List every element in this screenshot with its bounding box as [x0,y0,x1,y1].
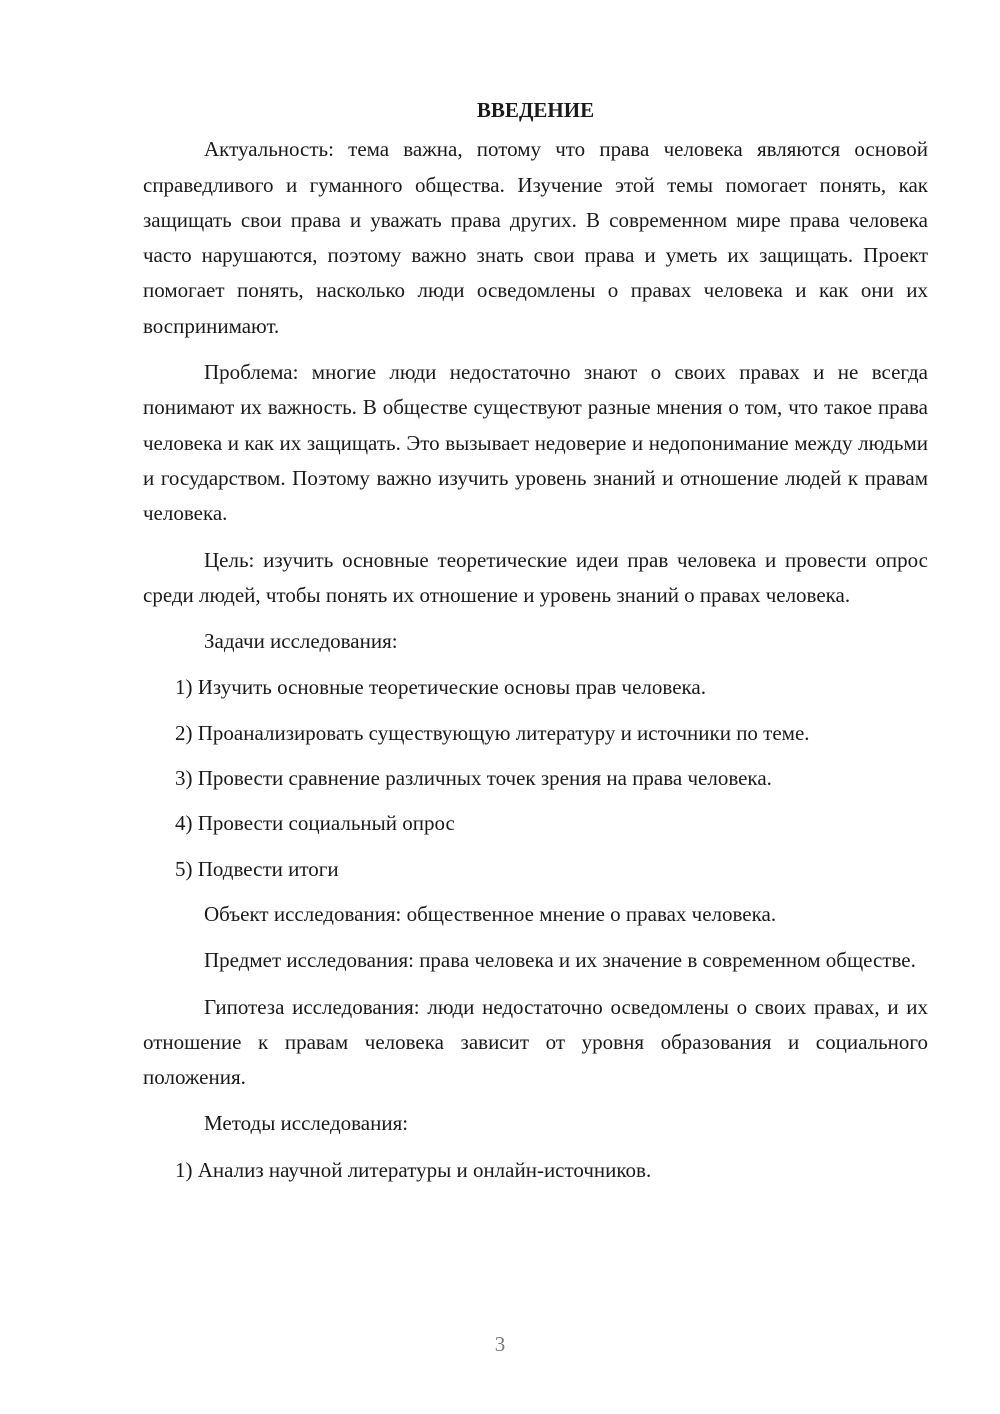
section-heading: ВВЕДЕНИЕ [476,98,595,122]
tasks-title: Задачи исследования: [204,629,398,654]
methods-title: Методы исследования: [204,1111,409,1136]
paragraph-hypothesis: Гипотеза исследования: люди недостаточно осведомлены о своих правах, и их отношение к правам человека зависит от уровня образования и социального положения. [143,994,928,1090]
document-page [143,93,928,1198]
paragraph-goal: Цель: изучить основные теоретические идеи прав человека и провести опрос среди людей, чтобы понять их отношение и уровень знаний о правах человека. [143,547,928,607]
task-item-5: 5) Подвести итоги [175,856,339,881]
page-number: 3 [494,1332,506,1356]
method-item-1: 1) Анализ научной литературы и онлайн-источников. [175,1157,652,1182]
paragraph-subject: Предмет исследования: права человека и их значение в современном обществе. [204,948,916,973]
task-item-2: 2) Проанализировать существующую литературу и источники по теме. [175,720,810,745]
task-item-3: 3) Провести сравнение различных точек зрения на права человека. [175,766,772,791]
paragraph-problem: Проблема: многие люди недостаточно знают о своих правах и не всегда понимают их важность. В обществе существуют разные мнения о том, что такое права человека и как их защищать. Это вызывает недоверие и недопонимание между людьми и государством. Поэтому важно изучить уровень знаний и отношение людей к правам человека. [143,360,928,526]
paragraph-relevance: Актуальность: тема важна, потому что права человека являются основой справедливого и гуманного общества. Изучение этой темы помогает понять, как защищать свои права и уважать права других. В современном мире права человека часто нарушаются, поэтому важно знать свои права и уметь их защищать. Проект помогает понять, насколько люди осведомлены о правах человека и как они их воспринимают. [143,137,928,338]
task-item-1: 1) Изучить основные теоретические основы прав человека. [175,675,706,700]
task-item-4: 4) Провести социальный опрос [175,811,455,836]
paragraph-object: Объект исследования: общественное мнение о правах человека. [204,901,777,926]
